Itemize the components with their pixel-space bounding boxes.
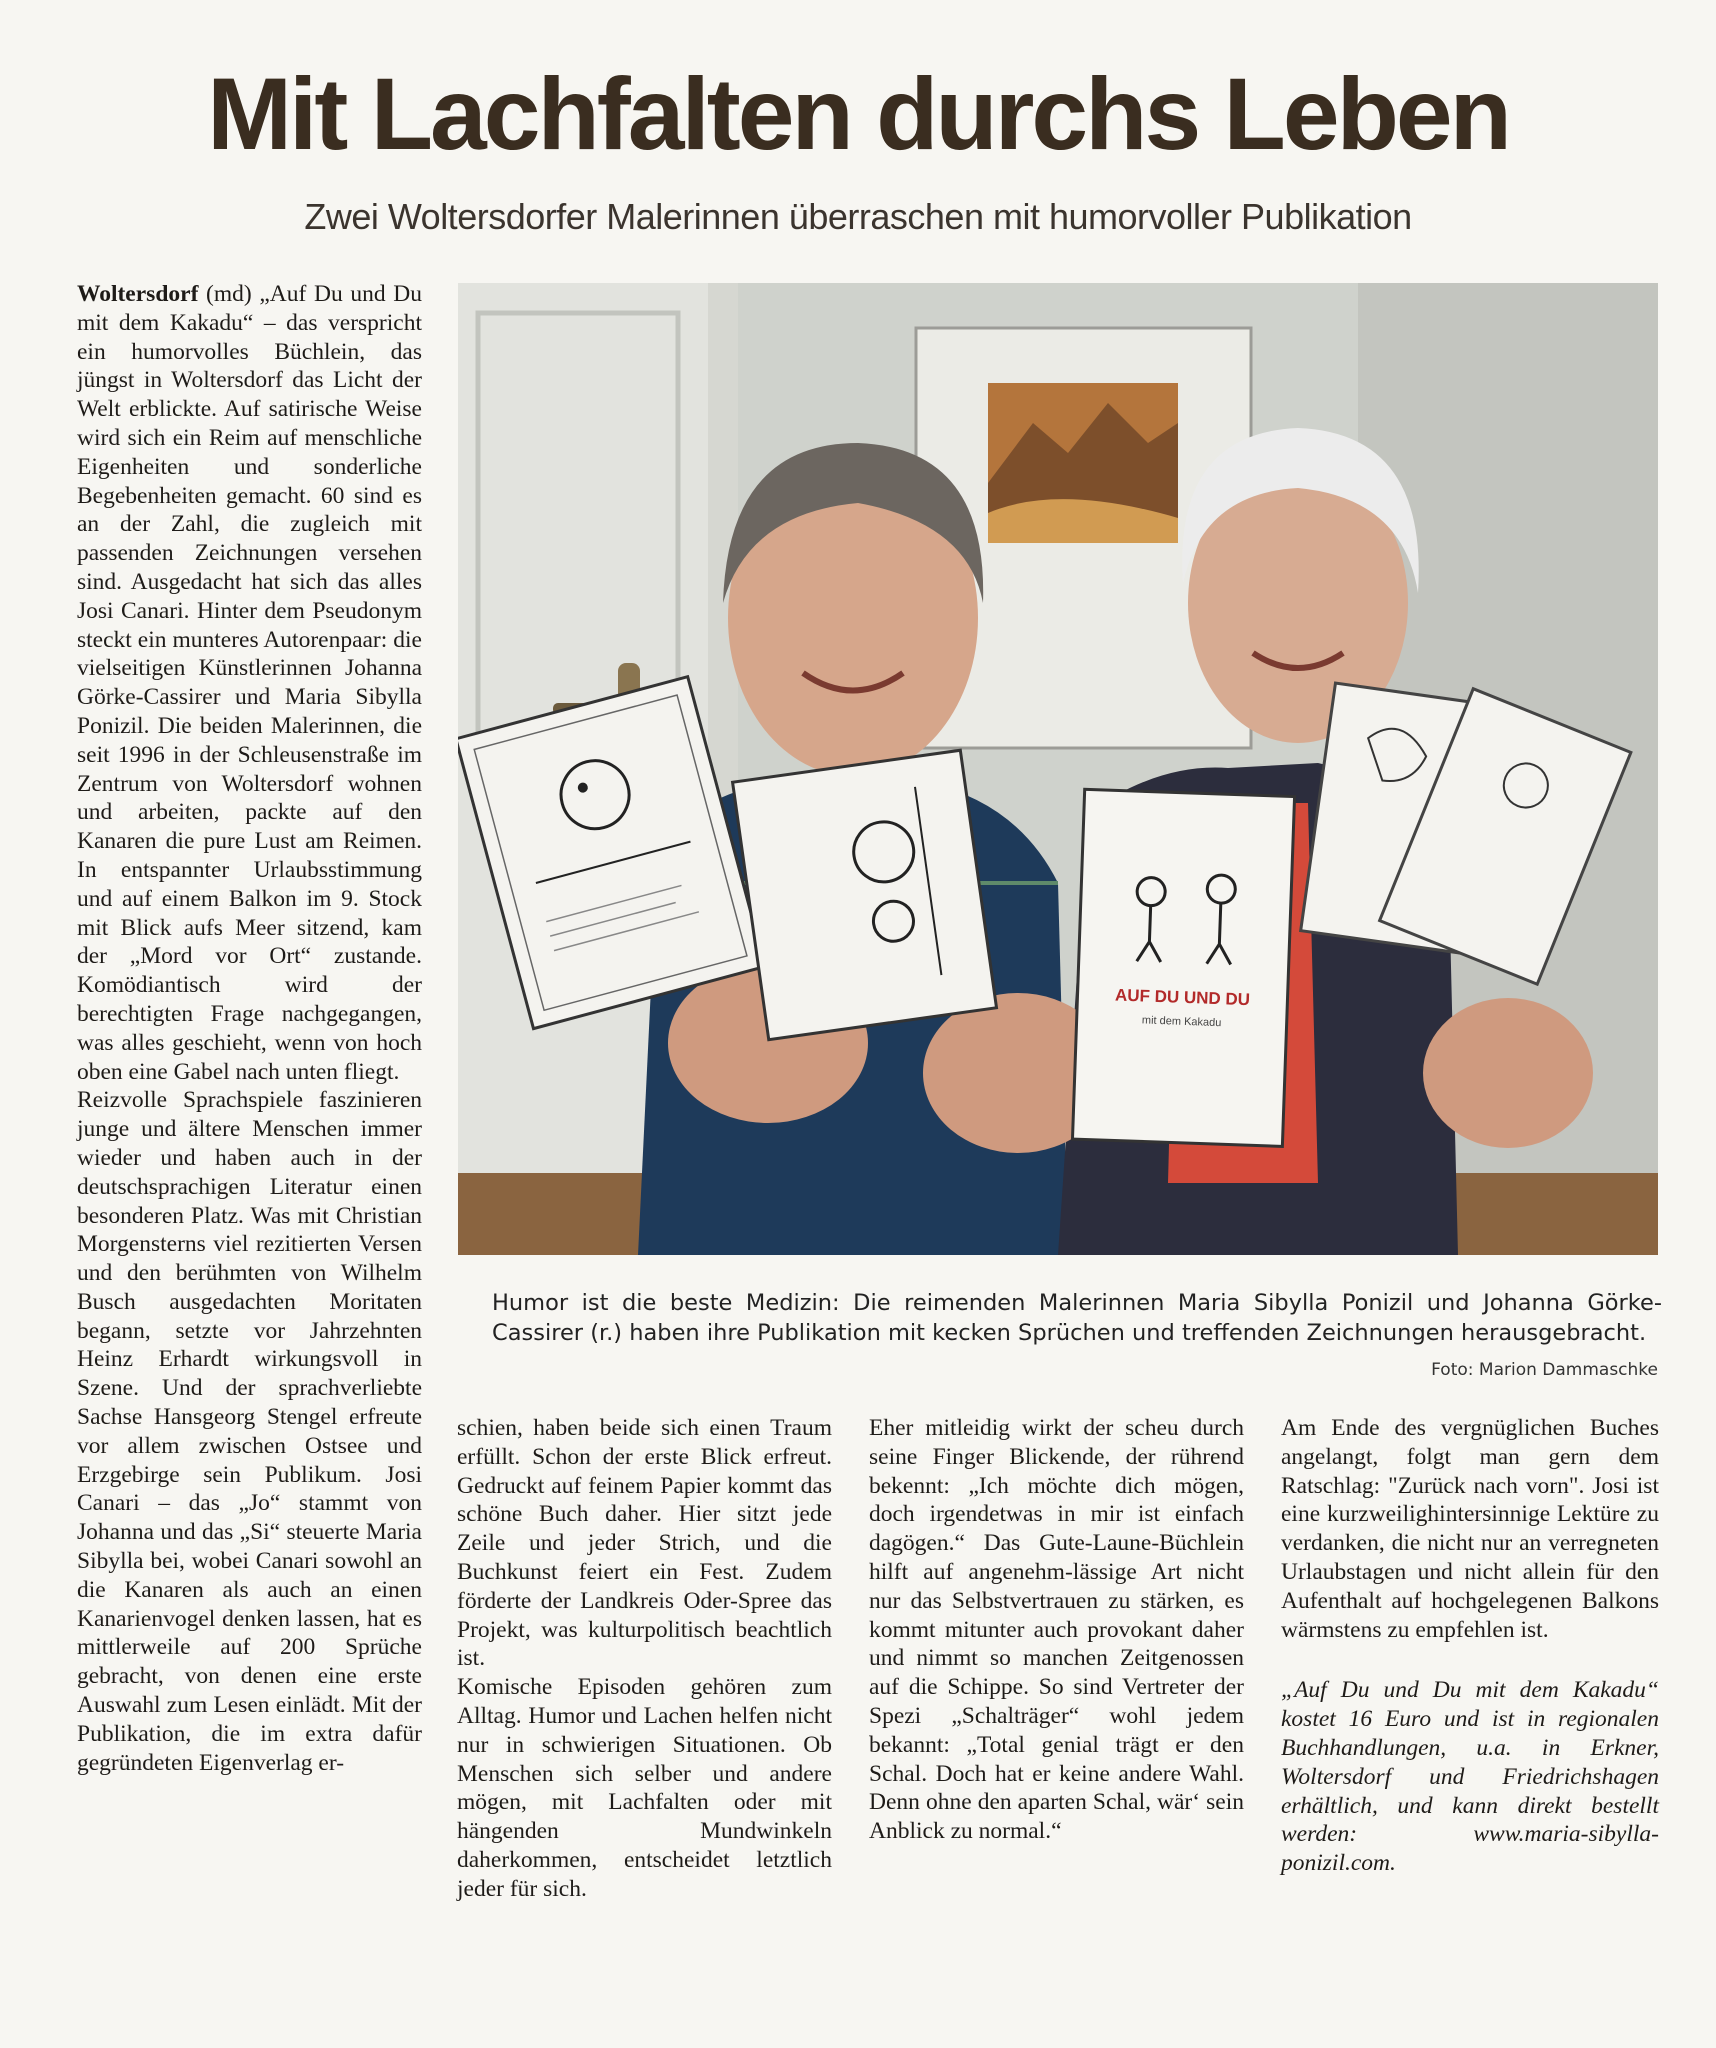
photo-caption: Humor ist die beste Medizin: Die reimenden Malerinnen Maria Sibylla Ponizil und Johanna Görke-Cassirer (r.) haben ihre Publikation mit kecken Sprüchen und treffenden Zeichnungen herausgebracht.: [492, 1290, 1662, 1346]
book-title: AUF DU UND DU: [1114, 985, 1251, 1010]
book-subtitle: mit dem Kakadu: [1141, 1014, 1222, 1030]
article-paragraph: (md) „Auf Du und Du mit dem Kakadu“ – das verspricht ein humorvolles Büchlein, das jüngst in Woltersdorf das Licht der Welt erblickte. Auf satirische Weise wird sich ein Reim auf menschliche Eigenheiten und sonderliche Begebenheiten gemacht. 60 sind es an der Zahl, die zugleich mit passenden Zeichnungen versehen sind. Ausgedacht hat sich das alles Josi Canari. Hinter dem Pseudonym steckt ein munteres Autorenpaar: die vielseitigen Künstlerinnen Johanna Görke-Cassirer und Maria Sibylla Ponizil. Die beiden Malerinnen, die seit 1996 in der Schleusenstraße im Zentrum von Woltersdorf wohnen und arbeiten, packte auf den Kanaren die pure Lust am Reimen. In entspannter Urlaubsstimmung und auf einem Balkon im 9. Stock mit Blick aufs Meer sitzend, kam der „Mord vor Ort“ zustande. Komödiantisch wird der berechtigten Frage nachgegangen, was alles geschieht, wenn von hoch oben eine Gabel nach unten fliegt.: [77, 281, 422, 1085]
article-column-2: [457, 1414, 832, 1904]
article-column-4: [1281, 1414, 1659, 1878]
article-column-3: [869, 1414, 1244, 1846]
article-paragraph: Eher mitleidig wirkt der scheu durch seine Finger Blickende, der rührend bekennt: „Ich möchte dich mögen, doch irgendetwas in mir ist einfach dagögen.“ Das Gute-Laune-Büchlein hilft auf angenehm-lässige Art nicht nur das Selbstvertrauen zu stärken, es kommt mitunter auch provokant daher und nimmt so manchen Zeitgenossen auf die Schippe. So sind Vertreter der Spezi „Schalträger“ wohl jedem bekannt: „Total genial trägt er den Schal. Doch hat er keine andere Wahl. Denn ohne den aparten Schal, wär‘ sein Anblick zu normal.“: [869, 1415, 1244, 1845]
headline: Mit Lachfalten durchs Leben: [207, 57, 1509, 171]
subheadline: Zwei Woltersdorfer Malerinnen überraschen mit humorvoller Publikation: [304, 196, 1412, 237]
article-paragraph: Am Ende des vergnüglichen Buches angelangt, folgt man gern dem Ratschlag: "Zurück nach vorn". Josi ist eine kurzweilighintersinnige Lektüre zu verdanken, die nicht nur an verregneten Urlaubstagen und nicht allein für den Aufenthalt auf hochgelegenen Balkons wärmstens zu empfehlen ist.: [1281, 1415, 1659, 1643]
photo-credit: Foto: Marion Dammaschke: [1431, 1360, 1658, 1380]
purchase-info: „Auf Du und Du mit dem Kakadu“ kostet 16 Euro und ist in regionalen Buchhandlungen, u.a. in Erkner, Woltersdorf und Friedrichshagen erhältlich, und kann direkt bestellt werden: www.maria-sibylla-ponizil.com.: [1281, 1677, 1659, 1877]
article-paragraph: schien, haben beide sich einen Traum erfüllt. Schon der erste Blick erfreut. Gedruckt auf feinem Papier kommt das schöne Buch daher. Hier sitzt jede Zeile und jeder Strich, und die Buchkunst feiert ein Fest. Zudem förderte der Landkreis Oder-Spree das Projekt, was kulturpolitisch beachtlich ist.: [457, 1415, 832, 1672]
article-paragraph: Reizvolle Sprachspiele faszinieren junge und ältere Menschen immer wieder und haben auch in der deutschsprachigen Literatur einen besonderen Platz. Was mit Christian Morgensterns viel rezitierten Versen und den berühmten von Wilhelm Busch ausgedachten Moritaten begann, setzte vor Jahrzehnten Heinz Erhardt wirkungsvoll in Szene. Und der sprachverliebte Sachse Hansgeorg Stengel erfreute vor allem zwischen Ostsee und Erzgebirge sein Publikum. Josi Canari – das „Jo“ stammt von Johanna und das „Si“ steuerte Maria Sibylla bei, wobei Canari sowohl an die Kanaren als auch an einen Kanarienvogel denken lassen, hat es mittlerweile auf 200 Sprüche gebracht, von denen eine erste Auswahl zum Lesen einlädt. Mit der Publikation, die im extra dafür gegründeten Eigenverlag er-: [77, 1087, 422, 1776]
article-paragraph: Komische Episoden gehören zum Alltag. Humor und Lachen helfen nicht nur in schwierigen Situationen. Ob Menschen sich selber und andere mögen, mit Lachfalten oder mit hängenden Mundwinkeln daherkommen, entscheidet letztlich jeder für sich.: [457, 1674, 832, 1902]
dateline: Woltersdorf: [77, 281, 199, 307]
article-photo: [458, 283, 1658, 1255]
article-column-1: [77, 280, 422, 1777]
